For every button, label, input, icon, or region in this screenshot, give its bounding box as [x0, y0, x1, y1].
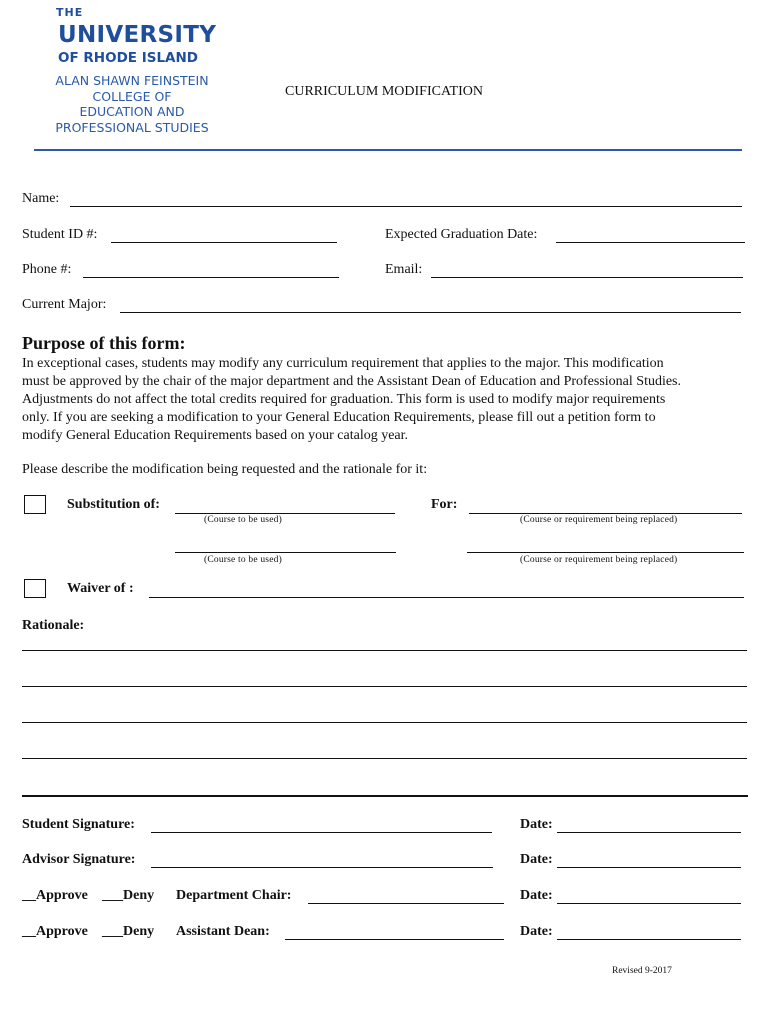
student-date-field[interactable]: [557, 832, 741, 833]
current-major-label: Current Major:: [22, 297, 107, 312]
dean-date-field[interactable]: [557, 939, 741, 940]
purpose-heading: Purpose of this form:: [22, 333, 186, 353]
expected-graduation-field[interactable]: [556, 242, 745, 243]
waiver-label: Waiver of :: [67, 581, 134, 596]
assistant-dean-label: Assistant Dean:: [176, 924, 270, 939]
dean-date-label: Date:: [520, 924, 553, 939]
logo-the: THE: [56, 6, 84, 19]
purpose-paragraph: [22, 355, 752, 445]
logo-university: UNIVERSITY: [58, 22, 217, 48]
student-signature-field[interactable]: [151, 832, 492, 833]
purpose-line: Adjustments do not affect the total credits required for graduation. This form is used to modify major requirements: [22, 392, 666, 407]
describe-instruction: Please describe the modification being requested and the rationale for it:: [22, 462, 428, 477]
student-date-label: Date:: [520, 817, 553, 832]
logo-college-name: [38, 73, 226, 135]
purpose-line: only. If you are seeking a modification to your General Education Requirements, please fill out a petition form to: [22, 410, 656, 425]
advisor-signature-label: Advisor Signature:: [22, 852, 136, 867]
chair-date-label: Date:: [520, 888, 553, 903]
chair-date-field[interactable]: [557, 903, 741, 904]
chair-approve-option[interactable]: __Approve: [22, 888, 88, 903]
logo-college-line: EDUCATION AND: [79, 104, 185, 119]
substitution-label: Substitution of:: [67, 497, 160, 512]
student-id-label: Student ID #:: [22, 227, 98, 242]
email-field[interactable]: [431, 277, 743, 278]
purpose-line: must be approved by the chair of the major department and the Assistant Dean of Education and Professional Studies.: [22, 374, 682, 389]
for-label: For:: [431, 497, 458, 512]
logo-college-line: ALAN SHAWN FEINSTEIN: [55, 73, 209, 88]
waiver-field[interactable]: [149, 597, 744, 598]
substitution-course-field[interactable]: [175, 513, 395, 514]
form-title: CURRICULUM MODIFICATION: [285, 84, 483, 99]
rationale-line[interactable]: [22, 722, 747, 723]
advisor-date-field[interactable]: [557, 867, 741, 868]
purpose-line: modify General Education Requirements based on your catalog year.: [22, 428, 409, 443]
logo-college-line: COLLEGE OF: [92, 88, 172, 104]
chair-deny-option[interactable]: ___Deny: [102, 888, 155, 903]
name-label: Name:: [22, 191, 60, 206]
logo-college-line: PROFESSIONAL STUDIES: [55, 119, 209, 135]
advisor-signature-field[interactable]: [151, 867, 493, 868]
dean-approve-option[interactable]: __Approve: [22, 924, 88, 939]
purpose-line: In exceptional cases, students may modify any curriculum requirement that applies to the major. This modification: [22, 356, 664, 371]
current-major-field[interactable]: [120, 312, 741, 313]
course-replaced-caption: (Course or requirement being replaced): [520, 555, 678, 565]
rationale-line[interactable]: [22, 650, 747, 651]
university-logo: [38, 6, 238, 135]
logo-rhode-island: OF RHODE ISLAND: [58, 50, 198, 66]
waiver-checkbox[interactable]: [24, 579, 46, 598]
department-chair-label: Department Chair:: [176, 888, 292, 903]
revision-note: Revised 9-2017: [612, 966, 672, 976]
section-divider: [22, 795, 748, 797]
dean-deny-option[interactable]: ___Deny: [102, 924, 155, 939]
student-id-field[interactable]: [111, 242, 337, 243]
department-chair-field[interactable]: [308, 903, 504, 904]
substitution-checkbox[interactable]: [24, 495, 46, 514]
email-label: Email:: [385, 262, 423, 277]
expected-graduation-label: Expected Graduation Date:: [385, 227, 538, 242]
student-signature-label: Student Signature:: [22, 817, 135, 832]
course-used-caption: (Course to be used): [204, 515, 282, 525]
phone-field[interactable]: [83, 277, 339, 278]
rationale-label: Rationale:: [22, 618, 85, 633]
assistant-dean-field[interactable]: [285, 939, 504, 940]
course-used-caption: (Course to be used): [204, 555, 282, 565]
header-rule: [34, 149, 742, 151]
rationale-line[interactable]: [22, 758, 747, 759]
substitution-course-field-2[interactable]: [175, 552, 396, 553]
name-field[interactable]: [70, 206, 742, 207]
advisor-date-label: Date:: [520, 852, 553, 867]
course-replaced-caption: (Course or requirement being replaced): [520, 515, 678, 525]
replaced-course-field[interactable]: [469, 513, 742, 514]
replaced-course-field-2[interactable]: [467, 552, 744, 553]
phone-label: Phone #:: [22, 262, 72, 277]
rationale-line[interactable]: [22, 686, 747, 687]
